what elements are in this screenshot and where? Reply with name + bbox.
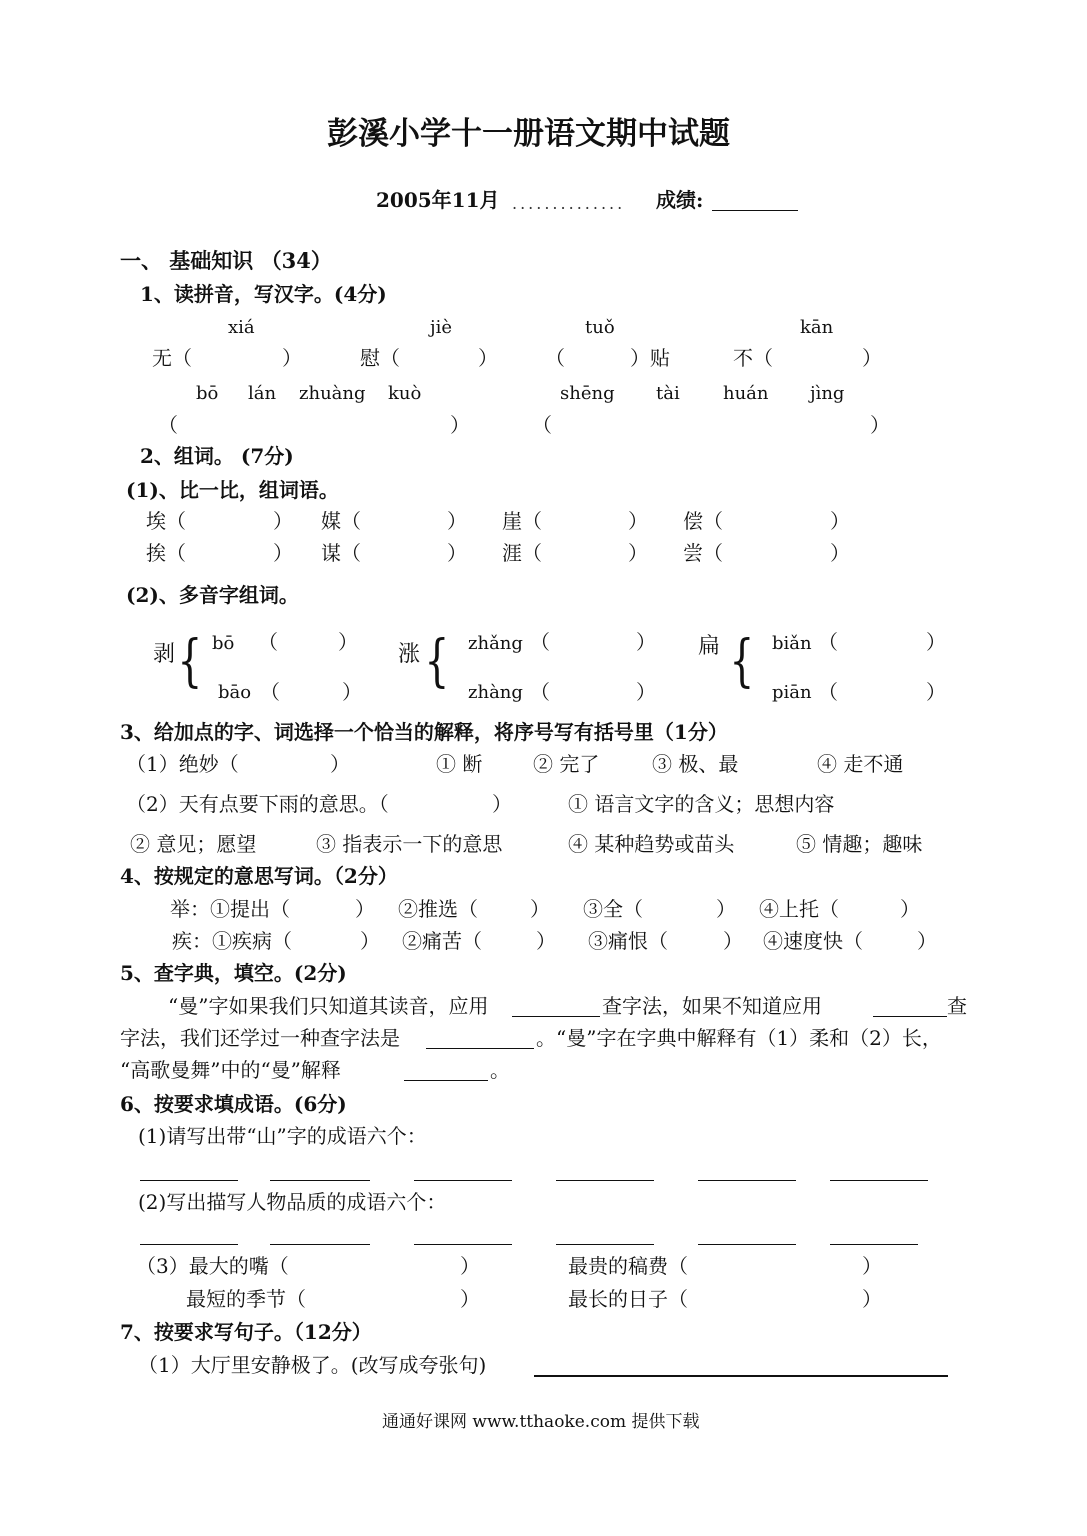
paren-close: ） bbox=[536, 929, 556, 953]
answer-blank[interactable]: （ bbox=[818, 630, 838, 654]
item-text[interactable]: （2）天有点要下雨的意思。（ bbox=[126, 792, 389, 816]
paren-close: ） bbox=[273, 541, 293, 565]
answer-blank[interactable]: ②痛苦（ bbox=[402, 929, 482, 953]
idiom-blank[interactable] bbox=[140, 1180, 238, 1181]
paren-close: ）贴 bbox=[630, 346, 670, 370]
pinyin: xiá bbox=[228, 317, 255, 338]
idiom-blank[interactable] bbox=[414, 1180, 512, 1181]
paren-close: ） bbox=[917, 929, 937, 953]
paren-close: ） bbox=[628, 541, 648, 565]
page-title: 彭溪小学十一册语文期中试题 bbox=[327, 116, 730, 152]
fill-blank[interactable] bbox=[404, 1080, 488, 1081]
section-heading: 一、 基础知识 （34） bbox=[120, 248, 332, 273]
answer-blank[interactable]: 举：①提出（ bbox=[170, 897, 290, 921]
paren-close: ） bbox=[636, 680, 656, 704]
option: ③ 极、最 bbox=[652, 752, 739, 776]
answer-blank[interactable]: （ bbox=[532, 413, 552, 437]
paren-close: ） bbox=[342, 680, 362, 704]
answer-blank[interactable]: ③痛恨（ bbox=[588, 929, 668, 953]
answer-blank[interactable]: ④速度快（ bbox=[763, 929, 863, 953]
score-label: 成绩: bbox=[656, 188, 704, 212]
brace-icon: { bbox=[177, 629, 203, 694]
score-blank[interactable] bbox=[712, 210, 798, 211]
pinyin: kuò bbox=[388, 383, 422, 404]
option: ④ 走不通 bbox=[817, 752, 904, 776]
pinyin: kān bbox=[800, 317, 834, 338]
paragraph-text: 字法，我们还学过一种查字法是 bbox=[120, 1026, 400, 1050]
answer-blank[interactable]: （ bbox=[818, 680, 838, 704]
brace-icon: { bbox=[729, 629, 755, 694]
paren-close: ） bbox=[330, 752, 350, 776]
answer-blank[interactable]: 无（ bbox=[152, 346, 192, 370]
pinyin: bāo bbox=[218, 682, 252, 703]
idiom-blank[interactable] bbox=[698, 1180, 796, 1181]
answer-blank[interactable]: 谋（ bbox=[321, 541, 361, 565]
paren-close: ） bbox=[862, 1287, 882, 1311]
idiom-blank[interactable] bbox=[270, 1180, 370, 1181]
answer-blank[interactable]: （ bbox=[530, 630, 550, 654]
sub-heading: (2)、多音字组词。 bbox=[126, 583, 299, 607]
fill-blank[interactable] bbox=[426, 1048, 534, 1049]
paren-close: ） bbox=[492, 792, 512, 816]
idiom-blank[interactable] bbox=[830, 1244, 918, 1245]
paren-close: ） bbox=[460, 1287, 480, 1311]
paragraph-text: 查字法，如果不知道应用 bbox=[602, 994, 822, 1018]
answer-blank[interactable]: ②推选（ bbox=[398, 897, 478, 921]
idiom-blank[interactable] bbox=[830, 1180, 928, 1181]
question-7-heading: 7、按要求写句子。（12分） bbox=[120, 1320, 372, 1344]
paren-close: ） bbox=[926, 680, 946, 704]
answer-blank[interactable]: （ bbox=[545, 346, 565, 370]
fill-blank[interactable] bbox=[873, 1016, 947, 1017]
answer-blank[interactable]: 涯（ bbox=[502, 541, 542, 565]
answer-blank[interactable]: 不（ bbox=[733, 346, 773, 370]
idiom-blank[interactable] bbox=[140, 1244, 238, 1245]
answer-blank[interactable]: ③全（ bbox=[583, 897, 643, 921]
pinyin: piān bbox=[772, 682, 812, 703]
paragraph-text: 查 bbox=[947, 994, 967, 1018]
paren-close: ） bbox=[460, 1254, 480, 1278]
pinyin: jìng bbox=[810, 383, 845, 404]
fill-blank[interactable] bbox=[512, 1016, 600, 1017]
question-2-heading: 2、组词。 (7分) bbox=[140, 444, 294, 468]
paren-close: ） bbox=[830, 509, 850, 533]
answer-blank[interactable]: 崖（ bbox=[502, 509, 542, 533]
paragraph-text: 。“曼”字在字典中解释有（1）柔和（2）长， bbox=[536, 1026, 942, 1050]
answer-blank[interactable]: （ bbox=[530, 680, 550, 704]
sub-question: (2)写出描写人物品质的成语六个： bbox=[138, 1190, 447, 1214]
paren-close: ） bbox=[862, 1254, 882, 1278]
answer-blank[interactable]: 最贵的稿费（ bbox=[568, 1254, 688, 1278]
pinyin: jiè bbox=[430, 317, 452, 338]
paren-close: ） bbox=[447, 541, 467, 565]
item-text[interactable]: （1）绝妙（ bbox=[126, 752, 239, 776]
option: ① 断 bbox=[436, 752, 483, 776]
paren-close: ） bbox=[830, 541, 850, 565]
pinyin: huán bbox=[723, 383, 769, 404]
pinyin: biǎn bbox=[772, 633, 812, 654]
paren-close: ） bbox=[870, 413, 890, 437]
answer-blank[interactable]: 疾：①疾病（ bbox=[172, 929, 292, 953]
answer-blank[interactable]: （ bbox=[260, 680, 280, 704]
answer-blank[interactable]: 媒（ bbox=[321, 509, 361, 533]
exam-date: 2005年11月 bbox=[376, 188, 500, 212]
option: ⑤ 情趣；趣味 bbox=[796, 832, 923, 856]
question-4-heading: 4、按规定的意思写词。（2分） bbox=[120, 864, 398, 888]
option: ② 完了 bbox=[533, 752, 600, 776]
question-5-heading: 5、查字典，填空。(2分) bbox=[120, 961, 347, 985]
paren-close: ） bbox=[447, 509, 467, 533]
option: ② 意见；愿望 bbox=[130, 832, 257, 856]
answer-blank[interactable]: 慰（ bbox=[360, 346, 400, 370]
pinyin: shēng bbox=[560, 383, 615, 404]
sub-question: （1）大厅里安静极了。(改写成夸张句) bbox=[138, 1353, 487, 1377]
sub-question: (1)请写出带“山”字的成语六个： bbox=[138, 1124, 427, 1148]
question-3-heading: 3、给加点的字、词选择一个恰当的解释，将序号写有括号里（1分） bbox=[120, 720, 728, 744]
pinyin: zhǎng bbox=[468, 633, 523, 654]
answer-blank[interactable]: （ bbox=[158, 413, 178, 437]
paren-close: ） bbox=[723, 929, 743, 953]
idiom-blank[interactable] bbox=[270, 1244, 370, 1245]
polyphone-char: 剥 bbox=[153, 642, 176, 667]
pinyin: bō bbox=[212, 633, 235, 654]
answer-blank[interactable]: 埃（ bbox=[146, 509, 186, 533]
paren-close: ） bbox=[355, 897, 375, 921]
paren-close: ） bbox=[530, 897, 550, 921]
polyphone-char: 扁 bbox=[698, 634, 721, 659]
answer-blank[interactable]: 最长的日子（ bbox=[568, 1287, 688, 1311]
answer-blank[interactable]: （3）最大的嘴（ bbox=[136, 1254, 289, 1278]
paren-close: ） bbox=[862, 346, 882, 370]
paren-close: ） bbox=[636, 630, 656, 654]
paren-close: ） bbox=[282, 346, 302, 370]
answer-blank[interactable]: 偿（ bbox=[683, 509, 723, 533]
option: ④ 某种趋势或苗头 bbox=[568, 832, 735, 856]
option: ③ 指表示一下的意思 bbox=[316, 832, 503, 856]
idiom-blank[interactable] bbox=[556, 1244, 654, 1245]
paren-close: ） bbox=[360, 929, 380, 953]
answer-blank[interactable]: 挨（ bbox=[146, 541, 186, 565]
idiom-blank[interactable] bbox=[698, 1244, 796, 1245]
pinyin: tuǒ bbox=[585, 317, 615, 338]
pinyin: zhàng bbox=[468, 682, 523, 703]
idiom-blank[interactable] bbox=[414, 1244, 512, 1245]
paren-close: ） bbox=[900, 897, 920, 921]
paren-close: ） bbox=[478, 346, 498, 370]
pinyin: zhuàng bbox=[299, 383, 366, 404]
sentence-blank[interactable] bbox=[534, 1375, 948, 1377]
idiom-blank[interactable] bbox=[556, 1180, 654, 1181]
paren-close: ） bbox=[450, 413, 470, 437]
paragraph-text: “高歌曼舞”中的“曼”解释 bbox=[120, 1058, 341, 1082]
paragraph-text: 。 bbox=[490, 1058, 510, 1082]
paragraph-text: “曼”字如果我们只知道其读音，应用 bbox=[168, 994, 489, 1018]
answer-blank[interactable]: 最短的季节（ bbox=[186, 1287, 306, 1311]
polyphone-char: 涨 bbox=[398, 642, 421, 667]
pinyin: tài bbox=[656, 383, 680, 404]
answer-blank[interactable]: 尝（ bbox=[683, 541, 723, 565]
paren-close: ） bbox=[716, 897, 736, 921]
dotted-leader: .............. bbox=[512, 194, 626, 213]
answer-blank[interactable]: ④上托（ bbox=[759, 897, 839, 921]
option: ① 语言文字的含义；思想内容 bbox=[568, 792, 835, 816]
paren-close: ） bbox=[628, 509, 648, 533]
paren-close: ） bbox=[338, 630, 358, 654]
paren-close: ） bbox=[273, 509, 293, 533]
footer-text: 通通好课网 www.tthaoke.com 提供下载 bbox=[382, 1412, 700, 1432]
paren-close: ） bbox=[926, 630, 946, 654]
answer-blank[interactable]: （ bbox=[258, 630, 278, 654]
pinyin: lán bbox=[248, 383, 277, 404]
question-1-heading: 1、读拼音，写汉字。(4分) bbox=[140, 282, 387, 306]
sub-heading: (1)、比一比，组词语。 bbox=[126, 478, 339, 502]
question-6-heading: 6、按要求填成语。(6分) bbox=[120, 1092, 347, 1116]
pinyin: bō bbox=[196, 383, 219, 404]
brace-icon: { bbox=[424, 629, 450, 694]
